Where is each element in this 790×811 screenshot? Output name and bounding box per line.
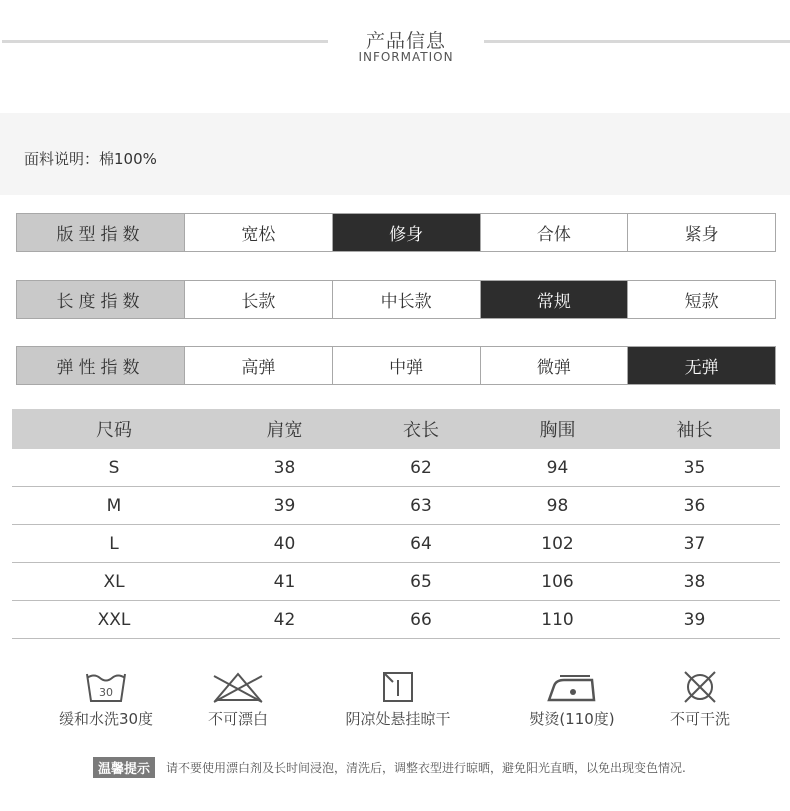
cell-length: 62	[410, 457, 432, 478]
care-iron-label: 熨烫(110度)	[529, 710, 615, 728]
cell-chest: 110	[541, 609, 574, 630]
header-divider-right	[484, 40, 790, 43]
cell-sleeve: 37	[683, 533, 706, 554]
tips-badge: 温馨提示	[93, 757, 155, 778]
table-row	[12, 487, 780, 525]
length-index-label: 长度指数	[17, 281, 185, 318]
line-dry-shade-icon	[381, 670, 415, 704]
care-wash-label: 缓和水洗30度	[58, 710, 154, 728]
fit-index-row	[16, 213, 776, 252]
cell-sleeve: 35	[683, 457, 706, 478]
cell-sleeve: 36	[683, 495, 706, 516]
wash-30-icon	[84, 670, 128, 704]
header-length: 衣长	[403, 420, 439, 441]
care-bleach	[188, 670, 288, 729]
cell-size: XL	[103, 571, 125, 592]
cell-length: 66	[410, 609, 432, 630]
no-bleach-icon	[210, 670, 266, 704]
cell-size: XXL	[97, 609, 131, 630]
stretch-option-slight: 微弹	[481, 347, 629, 384]
size-table	[12, 409, 780, 639]
table-row	[12, 449, 780, 487]
care-dry-clean	[660, 670, 740, 729]
fit-index-label: 版型指数	[17, 214, 185, 251]
fabric-description: 面料说明：棉100%	[24, 150, 157, 168]
cell-shoulder: 41	[273, 571, 296, 592]
cell-size: M	[106, 495, 122, 516]
length-option-short: 短款	[628, 281, 775, 318]
cell-shoulder: 38	[273, 457, 296, 478]
stretch-option-high: 高弹	[185, 347, 333, 384]
cell-chest: 94	[546, 457, 569, 478]
table-row	[12, 601, 780, 639]
fit-option-loose: 宽松	[185, 214, 333, 251]
cell-length: 65	[410, 571, 432, 592]
wash-temp-label: 30	[99, 686, 113, 699]
cell-chest: 98	[546, 495, 569, 516]
stretch-index-row	[16, 346, 776, 385]
section-title: 产品信息	[365, 30, 446, 52]
table-row	[12, 525, 780, 563]
cell-shoulder: 39	[273, 495, 296, 516]
iron-icon	[546, 670, 598, 704]
cell-length: 63	[410, 495, 432, 516]
header-size: 尺码	[96, 420, 132, 441]
cell-sleeve: 39	[683, 609, 706, 630]
cell-shoulder: 40	[273, 533, 296, 554]
no-dry-clean-icon	[680, 670, 720, 704]
cell-chest: 102	[541, 533, 574, 554]
care-wash	[46, 670, 166, 729]
length-index-row	[16, 280, 776, 319]
length-option-mid-long: 中长款	[333, 281, 481, 318]
stretch-option-none: 无弹	[628, 347, 775, 384]
cell-size: L	[109, 533, 119, 554]
header-divider-left	[2, 40, 328, 43]
fit-option-regular: 合体	[481, 214, 629, 251]
header-sleeve: 袖长	[676, 420, 713, 441]
cell-size: S	[108, 457, 120, 478]
cell-chest: 106	[541, 571, 574, 592]
table-row	[12, 563, 780, 601]
header-chest: 胸围	[539, 420, 576, 441]
section-subtitle: INFORMATION	[358, 50, 454, 64]
care-iron	[520, 670, 624, 729]
fit-option-slim: 修身	[333, 214, 481, 251]
cell-sleeve: 38	[683, 571, 706, 592]
stretch-option-medium: 中弹	[333, 347, 481, 384]
stretch-index-label: 弹性指数	[17, 347, 185, 384]
care-dry-label: 阴凉处悬挂晾干	[345, 710, 451, 728]
length-option-regular: 常规	[481, 281, 629, 318]
size-table-header	[12, 409, 780, 449]
care-dry	[330, 670, 466, 729]
header-shoulder: 肩宽	[266, 420, 303, 441]
length-option-long: 长款	[185, 281, 333, 318]
care-dry-clean-label: 不可干洗	[669, 710, 730, 728]
care-bleach-label: 不可漂白	[207, 710, 268, 728]
cell-shoulder: 42	[273, 609, 296, 630]
tips-text: 请不要使用漂白剂及长时间浸泡，清洗后，调整衣型进行晾晒，避免阳光直晒，以免出现变色情况.	[166, 761, 686, 775]
fit-option-tight: 紧身	[628, 214, 775, 251]
cell-length: 64	[410, 533, 432, 554]
